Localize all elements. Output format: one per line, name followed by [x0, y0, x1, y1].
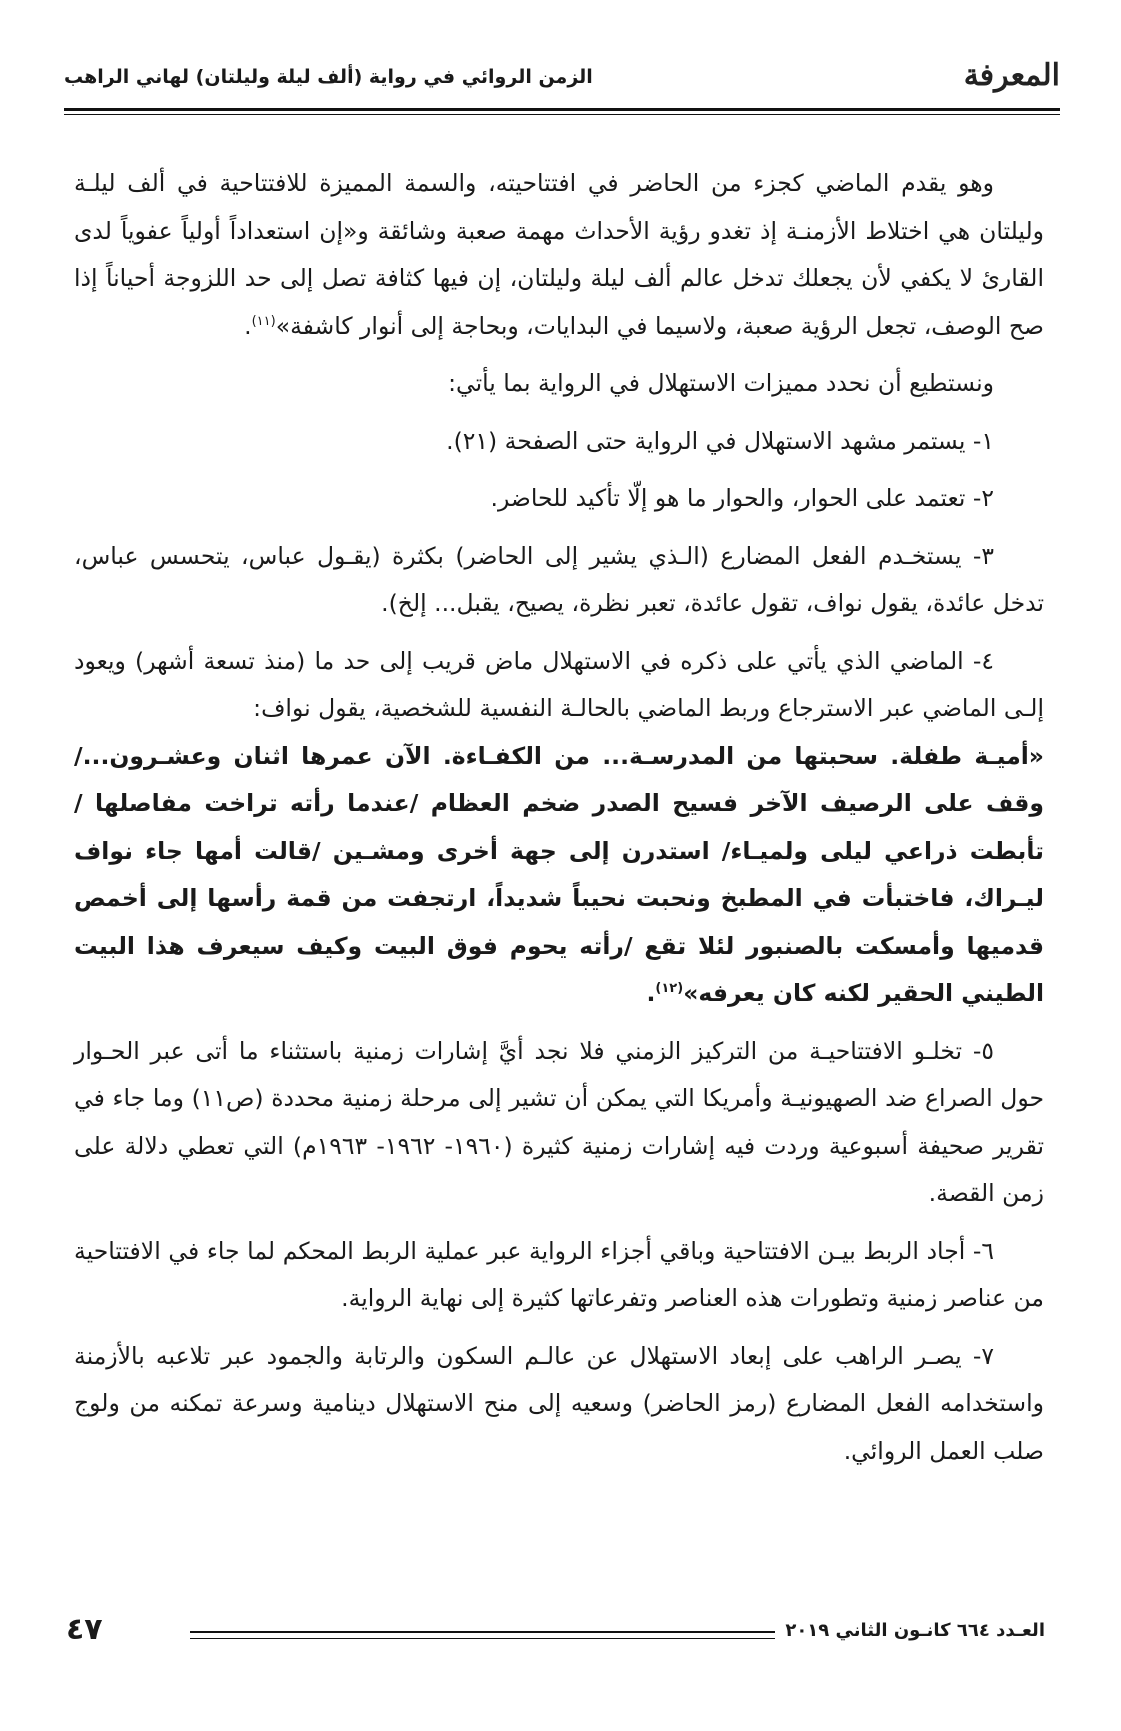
- list-item-5: ٥- تخلـو الافتتاحيـة من التركيز الزمني فلا نجد أيَّ إشارات زمنية باستثناء ما أتى عبر الحـوار حول الصراع ضد الصهيونيـة وأمريكا التي يمكن أن تشير إلى مرحلة زمنية محددة (ص١١) وما جاء في تقرير صحيفة أسبوعية وردت فيه إشارات زمنية كثيرة (١٩٦٠- ١٩٦٢- ١٩٦٣م) التي تعطي دلالة على زمن القصة.: [74, 1036, 1044, 1207]
- article-body: [74, 160, 1044, 1485]
- page-number: ٤٧: [66, 1612, 103, 1647]
- list-item-4: ٤- الماضي الذي يأتي على ذكره في الاستهلال ماض قريب إلى حد ما (منذ تسعة أشهر) ويعود إلـى الماضي عبر الاسترجاع وربط الماضي بالحالـة النفسية للشخصية، يقول نواف:: [74, 646, 1044, 722]
- running-title: الزمن الروائي في رواية (ألف ليلة وليلتان) لهاني الراهب: [64, 66, 593, 88]
- list-item-2: ٢- تعتمد على الحوار، والحوار ما هو إلّا تأكيد للحاضر.: [490, 484, 994, 512]
- block-quote: «أميـة طفلة. سحبتها من المدرسـة... من الكفـاءة. الآن عمرها اثنان وعشـرون.../ وقف على الرصيف الآخر فسيح الصدر ضخم العظام /عندما رأته تراخت مفاصلها / تأبطت ذراعي ليلى ولميـاء/ استدرن إلى جهة أخرى ومشـين /قالت أمها جاء نواف ليـراك، فاختبأت في المطبخ ونحبت نحيباً شديداً، ارتجفت من قمة رأسها إلى أخمص قدميها وأمسكت بالصنبور لئلا تقع /رأته يحوم فوق البيت وكيف سيعرف هذا البيت الطيني الحقير لكنه كان يعرفه»$^{(١٢)}$.: [74, 741, 1044, 1007]
- magazine-logo: المعرفة: [963, 58, 1060, 93]
- header-rule: [64, 108, 1060, 111]
- header-rule-thin: [64, 114, 1060, 115]
- footer-rule-thin: [190, 1638, 775, 1639]
- footer-rule: [190, 1631, 775, 1633]
- footnote-ref-12: (١٢): [655, 981, 684, 997]
- page-header: [64, 58, 1060, 106]
- paragraph-intro: وهو يقدم الماضي كجزء من الحاضر في افتتاحيته، والسمة المميزة للافتتاحية في ألف ليلـة وليلتان هي اختلاط الأزمنـة إذ تغدو رؤية الأحداث مهمة صعبة وشائقة و«إن استعداداً أولياً عفوياً لدى القارئ لا يكفي لأن يجعلك تدخل عالم ألف ليلة وليلتان، إن فيها كثافة تصل إلى حد اللزوجة أحياناً إذا صح الوصف، تجعل الرؤية صعبة، ولاسيما في البدايات، وبحاجة إلى أنوار كاشفة»$^{(١١)}$.: [74, 169, 1044, 340]
- footnote-ref-11: (١١): [251, 313, 276, 329]
- list-item-7: ٧- يصـر الراهب على إبعاد الاستهلال عن عالـم السكون والرتابة والجمود عبر تلاعبه بالأزمنة واستخدامه الفعل المضارع (رمز الحاضر) وسعيه إلى منح الاستهلال دينامية وسرعة تمكنه من ولوج صلب العمل الروائي.: [74, 1341, 1044, 1465]
- list-item-3: ٣- يستخـدم الفعل المضارع (الـذي يشير إلى الحاضر) بكثرة (يقـول عباس، يتحسس عباس، تدخل عائدة، يقول نواف، تقول عائدة، تعبر نظرة، يصيح، يقبل... إلخ).: [74, 541, 1044, 617]
- list-item-6: ٦- أجاد الربط بيـن الافتتاحية وباقي أجزاء الرواية عبر عملية الربط المحكم لما جاء في الافتتاحية من عناصر زمنية وتطورات هذه العناصر وتفرعاتها كثيرة إلى نهاية الرواية.: [74, 1236, 1044, 1312]
- issue-info: العـدد ٦٦٤ كانـون الثاني ٢٠١٩: [785, 1620, 1045, 1641]
- paragraph-lead-in: ونستطيع أن نحدد مميزات الاستهلال في الرواية بما يأتي:: [448, 369, 994, 397]
- list-item-1: ١- يستمر مشهد الاستهلال في الرواية حتى الصفحة (٢١).: [446, 426, 994, 455]
